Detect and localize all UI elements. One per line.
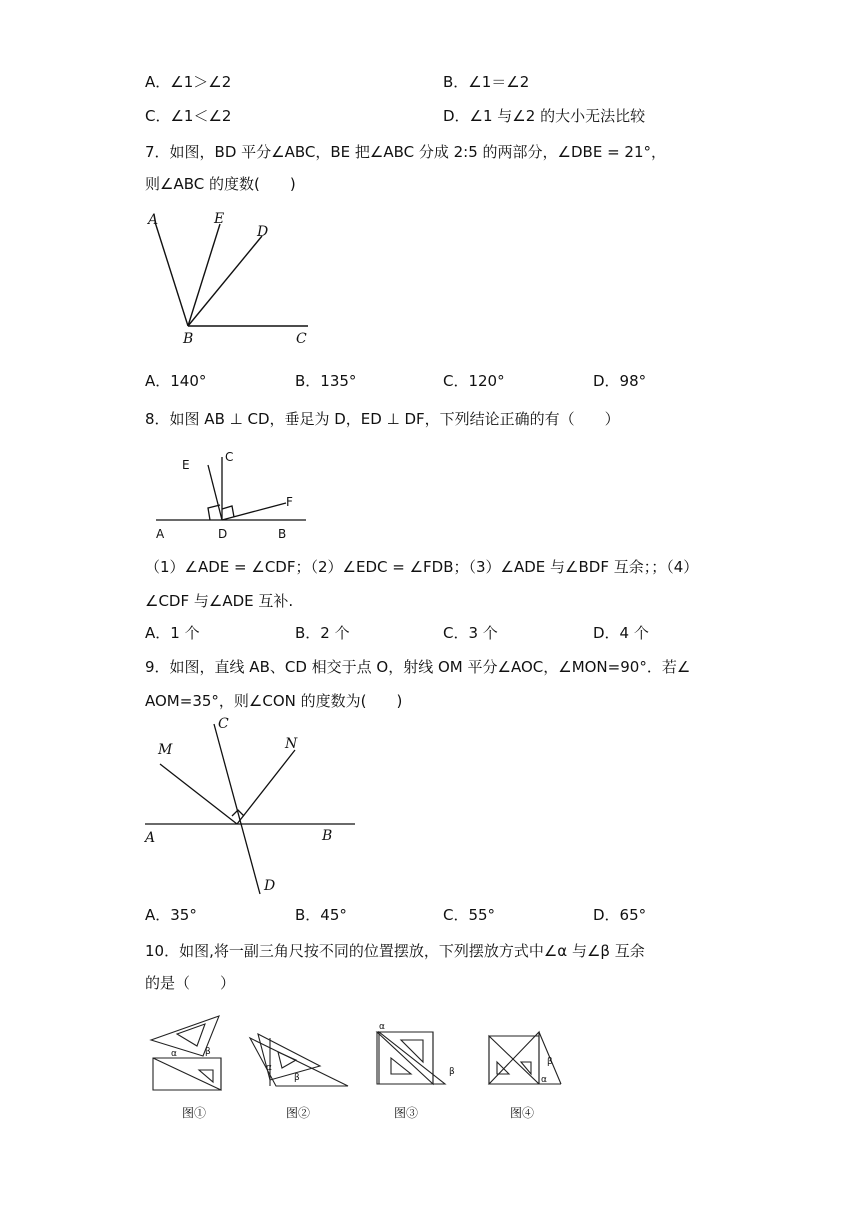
q6-option-a: A．∠1＞∠2 bbox=[145, 73, 232, 91]
q8-option-c: C．3 个 bbox=[443, 624, 498, 642]
q10-figure-2 bbox=[248, 1030, 352, 1090]
q9-option-c: C．55° bbox=[443, 906, 496, 924]
q9-option-a: A．35° bbox=[145, 906, 197, 924]
q10-fig2-beta: β bbox=[294, 1073, 300, 1083]
q10-caption-4: 图④ bbox=[510, 1106, 535, 1120]
q8-label-a: A bbox=[156, 527, 165, 541]
q6-option-b: B．∠1＝∠2 bbox=[443, 73, 530, 91]
q10-fig4-beta: β bbox=[547, 1057, 553, 1067]
q9-option-d: D．65° bbox=[593, 906, 647, 924]
q8-option-b: B．2 个 bbox=[295, 624, 350, 642]
q7-option-a: A．140° bbox=[145, 372, 207, 390]
q9-label-a: A bbox=[145, 830, 156, 846]
q10-caption-1: 图① bbox=[182, 1106, 207, 1120]
q7-label-c: C bbox=[296, 331, 307, 347]
q9-label-b: B bbox=[322, 828, 333, 844]
q8-right-angle-mark-2 bbox=[222, 506, 234, 517]
q7-ray-be bbox=[188, 224, 220, 326]
q7-label-e: E bbox=[214, 211, 225, 227]
q9-label-m: M bbox=[158, 742, 173, 758]
q7-ray-bd bbox=[188, 236, 262, 326]
q9-stem-line2: AOM=35°，则∠CON 的度数为( ) bbox=[145, 692, 403, 710]
q7-ray-ba bbox=[155, 222, 188, 326]
q9-label-c: C bbox=[218, 716, 229, 732]
q10-figure-1 bbox=[147, 1012, 229, 1092]
q8-line-de bbox=[208, 465, 222, 520]
q7-option-c: C．120° bbox=[443, 372, 505, 390]
q8-label-f: F bbox=[286, 495, 293, 509]
q8-label-c: C bbox=[225, 450, 234, 464]
q8-figure bbox=[148, 445, 318, 545]
q10-fig3-alpha: α bbox=[379, 1022, 385, 1032]
q7-option-d: D．98° bbox=[593, 372, 647, 390]
q7-stem-line1: 7．如图，BD 平分∠ABC，BE 把∠ABC 分成 2:5 的两部分，∠DBE = 21°， bbox=[145, 143, 667, 161]
q9-stem-line1: 9．如图，直线 AB、CD 相交于点 O，射线 OM 平分∠AOC，∠MON=90°．若∠ bbox=[145, 658, 691, 676]
q7-stem-line2: 则∠ABC 的度数( ) bbox=[145, 175, 296, 193]
q8-statement-line2: ∠CDF 与∠ADE 互补. bbox=[145, 592, 294, 610]
q10-figure-3 bbox=[373, 1022, 463, 1088]
q10-fig1-alpha: α bbox=[171, 1049, 177, 1059]
q10-stem-line2: 的是（ ） bbox=[145, 974, 236, 992]
q6-option-d: D．∠1 与∠2 的大小无法比较 bbox=[443, 107, 646, 125]
q9-option-b: B．45° bbox=[295, 906, 347, 924]
q8-stem: 8．如图 AB ⊥ CD，垂足为 D，ED ⊥ DF，下列结论正确的有（ ） bbox=[145, 410, 620, 428]
q10-figure-4 bbox=[487, 1022, 563, 1088]
q7-option-b: B．135° bbox=[295, 372, 357, 390]
q6-option-c: C．∠1＜∠2 bbox=[145, 107, 232, 125]
q8-statement-line1: （1）∠ADE = ∠CDF；（2）∠EDC = ∠FDB；（3）∠ADE 与∠BDF 互余；；（4） bbox=[145, 558, 699, 576]
q9-line-cd bbox=[214, 724, 260, 894]
q7-figure bbox=[140, 208, 340, 348]
q10-caption-2: 图② bbox=[286, 1106, 311, 1120]
q8-option-a: A．1 个 bbox=[145, 624, 200, 642]
q7-label-d: D bbox=[257, 224, 269, 240]
q8-label-b: B bbox=[278, 527, 287, 541]
q8-option-d: D．4 个 bbox=[593, 624, 649, 642]
q9-ray-om bbox=[160, 764, 237, 824]
q10-caption-3: 图③ bbox=[394, 1106, 419, 1120]
q9-figure bbox=[140, 712, 365, 902]
q8-label-d: D bbox=[218, 527, 228, 541]
q7-label-b: B bbox=[183, 331, 194, 347]
q10-fig3-beta: β bbox=[449, 1067, 455, 1077]
q8-label-e: E bbox=[182, 458, 190, 472]
q10-fig1-beta: β bbox=[205, 1047, 211, 1057]
q10-fig2-alpha: α bbox=[266, 1063, 272, 1073]
q10-fig4-alpha: α bbox=[541, 1075, 547, 1085]
q7-label-a: A bbox=[148, 212, 159, 228]
q10-stem-line1: 10．如图,将一副三角尺按不同的位置摆放，下列摆放方式中∠α 与∠β 互余 bbox=[145, 942, 645, 960]
q9-ray-on bbox=[237, 750, 295, 824]
q9-label-n: N bbox=[285, 736, 298, 752]
q9-label-d: D bbox=[264, 878, 276, 894]
